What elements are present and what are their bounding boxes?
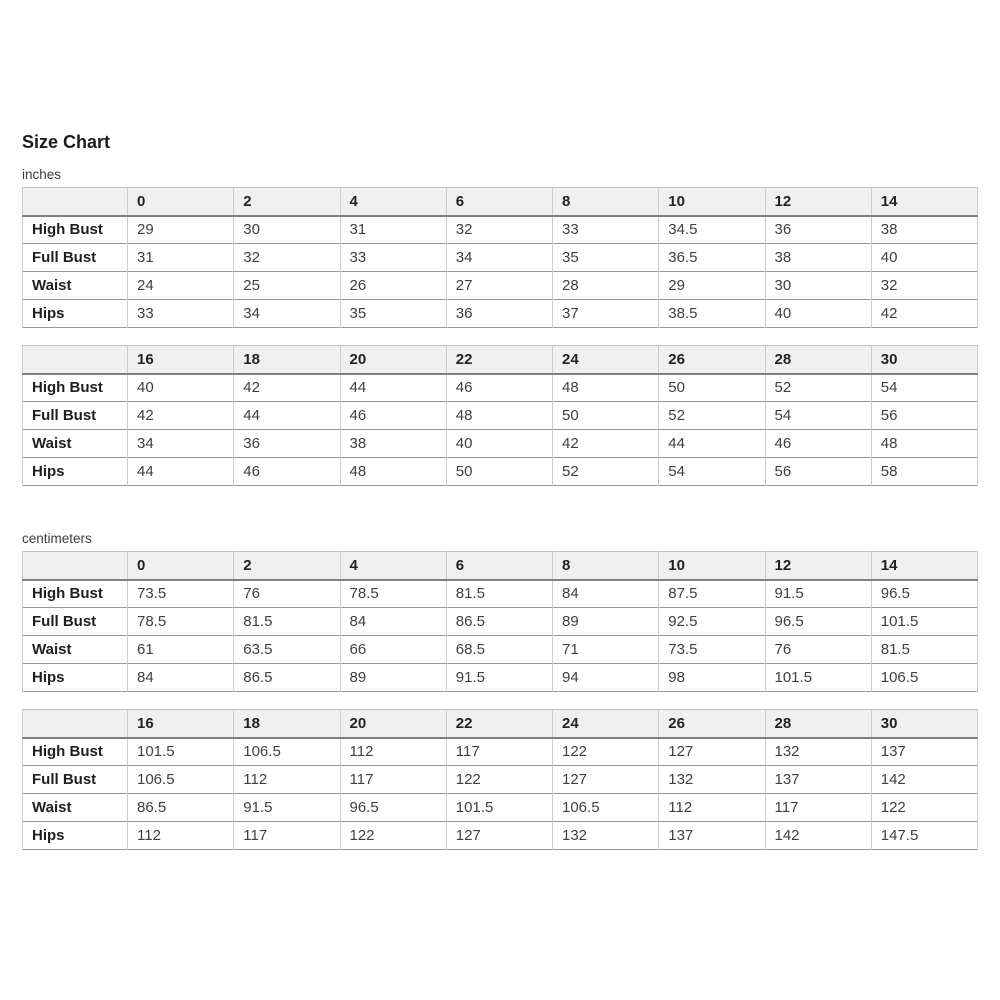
row-label: High Bust (23, 374, 128, 402)
size-column-header: 26 (659, 710, 765, 738)
table-row (23, 664, 978, 692)
size-column-header: 10 (659, 188, 765, 216)
size-column-header: 12 (765, 188, 871, 216)
measurement-cell: 29 (128, 216, 234, 244)
row-label: Hips (23, 664, 128, 692)
size-column-header: 2 (234, 552, 340, 580)
measurement-cell: 34 (446, 244, 552, 272)
size-column-header: 4 (340, 188, 446, 216)
measurement-cell: 127 (446, 822, 552, 850)
size-column-header: 14 (871, 552, 977, 580)
row-label: Waist (23, 636, 128, 664)
table-row (23, 636, 978, 664)
measurement-cell: 42 (128, 402, 234, 430)
measurement-cell: 33 (128, 300, 234, 328)
measurement-cell: 117 (234, 822, 340, 850)
size-table-inches-0-14 (22, 187, 978, 328)
measurement-cell: 40 (871, 244, 977, 272)
measurement-cell: 50 (553, 402, 659, 430)
measurement-cell: 56 (765, 458, 871, 486)
measurement-cell: 50 (446, 458, 552, 486)
measurement-cell: 37 (553, 300, 659, 328)
size-column-header: 20 (340, 710, 446, 738)
table-row (23, 794, 978, 822)
measurement-cell: 91.5 (446, 664, 552, 692)
measurement-cell: 40 (128, 374, 234, 402)
corner-header-cell (23, 346, 128, 374)
measurement-cell: 48 (871, 430, 977, 458)
measurement-cell: 42 (553, 430, 659, 458)
measurement-cell: 81.5 (871, 636, 977, 664)
size-column-header: 28 (765, 346, 871, 374)
size-column-header: 30 (871, 710, 977, 738)
measurement-cell: 38 (765, 244, 871, 272)
measurement-cell: 44 (340, 374, 446, 402)
measurement-cell: 96.5 (871, 580, 977, 608)
size-column-header: 22 (446, 346, 552, 374)
measurement-cell: 44 (128, 458, 234, 486)
header-row (23, 346, 978, 374)
size-column-header: 18 (234, 710, 340, 738)
size-column-header: 16 (128, 710, 234, 738)
measurement-cell: 137 (871, 738, 977, 766)
measurement-cell: 48 (446, 402, 552, 430)
measurement-cell: 40 (765, 300, 871, 328)
header-row (23, 710, 978, 738)
table-row (23, 738, 978, 766)
measurement-cell: 54 (659, 458, 765, 486)
measurement-cell: 142 (871, 766, 977, 794)
measurement-cell: 132 (765, 738, 871, 766)
size-column-header: 6 (446, 188, 552, 216)
measurement-cell: 52 (659, 402, 765, 430)
measurement-cell: 132 (659, 766, 765, 794)
measurement-cell: 132 (553, 822, 659, 850)
row-label: Hips (23, 300, 128, 328)
size-column-header: 8 (553, 552, 659, 580)
measurement-cell: 30 (765, 272, 871, 300)
measurement-cell: 91.5 (234, 794, 340, 822)
measurement-cell: 46 (446, 374, 552, 402)
measurement-cell: 54 (871, 374, 977, 402)
measurement-cell: 48 (553, 374, 659, 402)
table-row (23, 580, 978, 608)
table-row (23, 272, 978, 300)
measurement-cell: 38 (871, 216, 977, 244)
measurement-cell: 147.5 (871, 822, 977, 850)
measurement-cell: 122 (340, 822, 446, 850)
measurement-cell: 127 (553, 766, 659, 794)
measurement-cell: 101.5 (446, 794, 552, 822)
measurement-cell: 117 (340, 766, 446, 794)
table-row (23, 300, 978, 328)
measurement-cell: 81.5 (446, 580, 552, 608)
row-label: Hips (23, 458, 128, 486)
measurement-cell: 106.5 (234, 738, 340, 766)
measurement-cell: 86.5 (234, 664, 340, 692)
measurement-cell: 58 (871, 458, 977, 486)
size-column-header: 8 (553, 188, 659, 216)
table-row (23, 822, 978, 850)
measurement-cell: 33 (340, 244, 446, 272)
size-column-header: 12 (765, 552, 871, 580)
measurement-cell: 32 (234, 244, 340, 272)
table-row (23, 402, 978, 430)
measurement-cell: 38 (340, 430, 446, 458)
measurement-cell: 73.5 (659, 636, 765, 664)
measurement-cell: 35 (553, 244, 659, 272)
measurement-cell: 46 (765, 430, 871, 458)
measurement-cell: 96.5 (340, 794, 446, 822)
measurement-cell: 36 (765, 216, 871, 244)
table-row (23, 216, 978, 244)
measurement-cell: 89 (340, 664, 446, 692)
measurement-cell: 56 (871, 402, 977, 430)
measurement-cell: 71 (553, 636, 659, 664)
measurement-cell: 38.5 (659, 300, 765, 328)
measurement-cell: 84 (128, 664, 234, 692)
measurement-cell: 28 (553, 272, 659, 300)
measurement-cell: 84 (553, 580, 659, 608)
measurement-cell: 30 (234, 216, 340, 244)
measurement-cell: 127 (659, 738, 765, 766)
measurement-cell: 66 (340, 636, 446, 664)
measurement-cell: 52 (553, 458, 659, 486)
measurement-cell: 81.5 (234, 608, 340, 636)
measurement-cell: 78.5 (128, 608, 234, 636)
corner-header-cell (23, 552, 128, 580)
measurement-cell: 32 (446, 216, 552, 244)
measurement-cell: 26 (340, 272, 446, 300)
measurement-cell: 96.5 (765, 608, 871, 636)
row-label: Hips (23, 822, 128, 850)
measurement-cell: 94 (553, 664, 659, 692)
measurement-cell: 76 (234, 580, 340, 608)
measurement-cell: 46 (340, 402, 446, 430)
measurement-cell: 31 (340, 216, 446, 244)
size-column-header: 16 (128, 346, 234, 374)
size-column-header: 22 (446, 710, 552, 738)
measurement-cell: 36 (446, 300, 552, 328)
size-column-header: 0 (128, 188, 234, 216)
measurement-cell: 137 (765, 766, 871, 794)
corner-header-cell (23, 710, 128, 738)
measurement-cell: 89 (553, 608, 659, 636)
measurement-cell: 117 (765, 794, 871, 822)
size-column-header: 24 (553, 710, 659, 738)
measurement-cell: 44 (659, 430, 765, 458)
measurement-cell: 101.5 (765, 664, 871, 692)
measurement-cell: 29 (659, 272, 765, 300)
measurement-cell: 73.5 (128, 580, 234, 608)
corner-header-cell (23, 188, 128, 216)
measurement-cell: 34 (128, 430, 234, 458)
row-label: High Bust (23, 580, 128, 608)
measurement-cell: 48 (340, 458, 446, 486)
measurement-cell: 36 (234, 430, 340, 458)
measurement-cell: 31 (128, 244, 234, 272)
measurement-cell: 40 (446, 430, 552, 458)
measurement-cell: 106.5 (871, 664, 977, 692)
measurement-cell: 68.5 (446, 636, 552, 664)
measurement-cell: 98 (659, 664, 765, 692)
measurement-cell: 35 (340, 300, 446, 328)
measurement-cell: 106.5 (553, 794, 659, 822)
row-label: Waist (23, 794, 128, 822)
measurement-cell: 84 (340, 608, 446, 636)
table-row (23, 374, 978, 402)
measurement-cell: 117 (446, 738, 552, 766)
measurement-cell: 33 (553, 216, 659, 244)
measurement-cell: 54 (765, 402, 871, 430)
unit-label-centimeters: centimeters (22, 531, 92, 546)
measurement-cell: 44 (234, 402, 340, 430)
table-row (23, 608, 978, 636)
size-column-header: 0 (128, 552, 234, 580)
size-column-header: 6 (446, 552, 552, 580)
measurement-cell: 101.5 (871, 608, 977, 636)
measurement-cell: 112 (340, 738, 446, 766)
row-label: Waist (23, 272, 128, 300)
row-label: High Bust (23, 738, 128, 766)
table-row (23, 244, 978, 272)
measurement-cell: 122 (553, 738, 659, 766)
page-title: Size Chart (22, 132, 111, 152)
measurement-cell: 63.5 (234, 636, 340, 664)
measurement-cell: 42 (871, 300, 977, 328)
size-column-header: 30 (871, 346, 977, 374)
header-row (23, 188, 978, 216)
measurement-cell: 112 (128, 822, 234, 850)
measurement-cell: 92.5 (659, 608, 765, 636)
measurement-cell: 87.5 (659, 580, 765, 608)
table-row (23, 430, 978, 458)
measurement-cell: 61 (128, 636, 234, 664)
measurement-cell: 106.5 (128, 766, 234, 794)
measurement-cell: 112 (659, 794, 765, 822)
size-column-header: 2 (234, 188, 340, 216)
measurement-cell: 32 (871, 272, 977, 300)
size-column-header: 14 (871, 188, 977, 216)
measurement-cell: 142 (765, 822, 871, 850)
measurement-cell: 34 (234, 300, 340, 328)
row-label: Full Bust (23, 402, 128, 430)
row-label: Full Bust (23, 766, 128, 794)
row-label: Full Bust (23, 244, 128, 272)
measurement-cell: 42 (234, 374, 340, 402)
measurement-cell: 112 (234, 766, 340, 794)
size-table-centimeters-16-30 (22, 709, 978, 850)
measurement-cell: 91.5 (765, 580, 871, 608)
size-table-inches-16-30 (22, 345, 978, 486)
measurement-cell: 36.5 (659, 244, 765, 272)
size-column-header: 18 (234, 346, 340, 374)
unit-label-inches: inches (22, 167, 62, 182)
measurement-cell: 27 (446, 272, 552, 300)
measurement-cell: 46 (234, 458, 340, 486)
measurement-cell: 122 (871, 794, 977, 822)
measurement-cell: 78.5 (340, 580, 446, 608)
size-column-header: 26 (659, 346, 765, 374)
measurement-cell: 122 (446, 766, 552, 794)
size-column-header: 24 (553, 346, 659, 374)
size-table-centimeters-0-14 (22, 551, 978, 692)
measurement-cell: 52 (765, 374, 871, 402)
row-label: Full Bust (23, 608, 128, 636)
table-row (23, 458, 978, 486)
measurement-cell: 86.5 (446, 608, 552, 636)
header-row (23, 552, 978, 580)
measurement-cell: 50 (659, 374, 765, 402)
measurement-cell: 86.5 (128, 794, 234, 822)
row-label: High Bust (23, 216, 128, 244)
measurement-cell: 25 (234, 272, 340, 300)
measurement-cell: 76 (765, 636, 871, 664)
size-column-header: 20 (340, 346, 446, 374)
table-row (23, 766, 978, 794)
measurement-cell: 101.5 (128, 738, 234, 766)
measurement-cell: 34.5 (659, 216, 765, 244)
measurement-cell: 137 (659, 822, 765, 850)
size-column-header: 4 (340, 552, 446, 580)
size-column-header: 28 (765, 710, 871, 738)
row-label: Waist (23, 430, 128, 458)
measurement-cell: 24 (128, 272, 234, 300)
size-column-header: 10 (659, 552, 765, 580)
